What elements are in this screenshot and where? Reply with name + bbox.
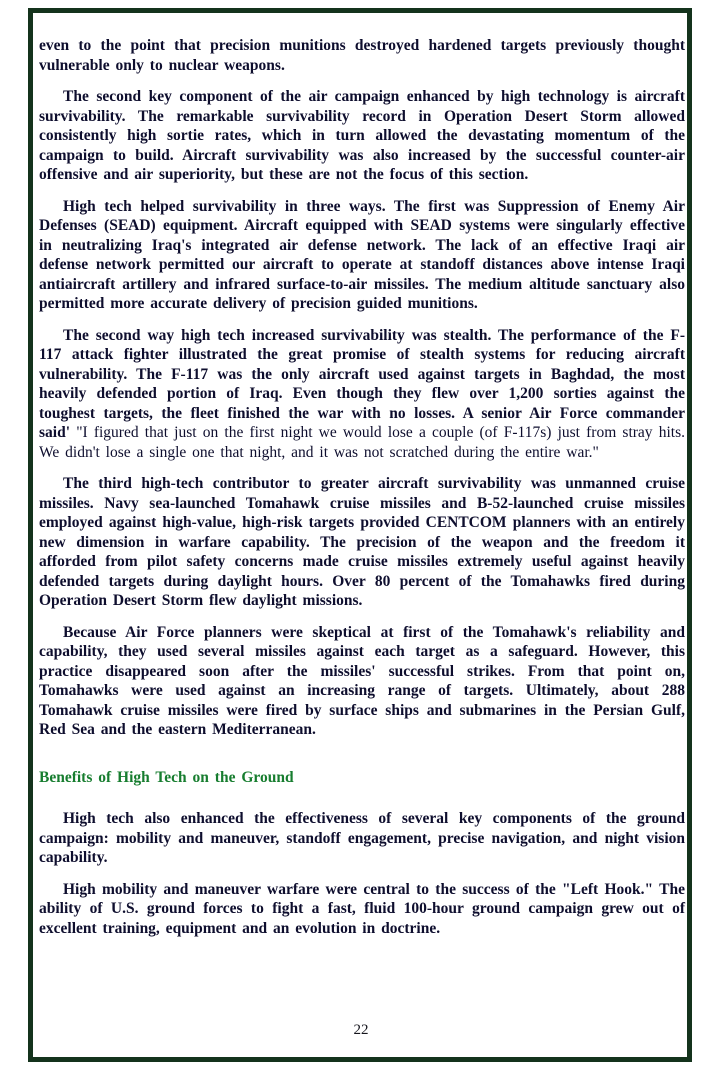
section-heading: Benefits of High Tech on the Ground <box>39 768 294 786</box>
body-paragraph: High tech helped survivability in three ways. The first was Suppression of Enemy Air Defenses (SEAD) equipment. Aircraft equipped with SEAD systems were singularly effective in neutralizing Iraq's integrated air defense network. The lack of an effective Iraqi air defense network permitted our aircraft to operate at standoff distances above intense Iraqi antiaircraft artillery and infrared surface-to-air missiles. The medium altitude sanctuary also permitted more accurate delivery of precision guided munitions. <box>39 197 685 312</box>
body-paragraph <box>39 326 685 463</box>
body-paragraph: High mobility and maneuver warfare were central to the success of the "Left Hook." The ability of U.S. ground forces to fight a fast, fluid 100-hour ground campaign grew out of excellent training, equipment and an evolution in doctrine. <box>39 880 685 937</box>
body-paragraph: Because Air Force planners were skeptical at first of the Tomahawk's reliability and capability, they used several missiles against each target as a safeguard. However, this practice disappeared soon after the missiles' successful strikes. From that point on, Tomahawks were used against an increasing range of targets. Ultimately, about 288 Tomahawk cruise missiles were fired by surface ships and submarines in the Persian Gulf, Red Sea and the eastern Mediterranean. <box>39 623 685 738</box>
body-paragraph: High tech also enhanced the effectiveness of several key components of the ground campaign: mobility and maneuver, standoff engagement, precise navigation, and night vision capability. <box>39 810 685 866</box>
body-paragraph: The second key component of the air campaign enhanced by high technology is aircraft survivability. The remarkable survivability record in Operation Desert Storm allowed consistently high sortie rates, which in turn allowed the devastating momentum of the campaign to build. Aircraft survivability was also increased by the successful counter-air offensive and air superiority, but these are not the focus of this section. <box>39 88 685 183</box>
body-paragraph: even to the point that precision munitions destroyed hardened targets previously thought vulnerable only to nuclear weapons. <box>39 37 685 74</box>
commander-quote-text: "I figured that just on the first night we would lose a couple (of F-117s) just from stray hits. We didn't lose a single one that night, and it was not scratched during the entire war." <box>39 424 685 461</box>
page-content <box>39 36 685 950</box>
body-paragraph: The third high-tech contributor to greater aircraft survivability was unmanned cruise missiles. Navy sea-launched Tomahawk cruise missiles and B-52-launched cruise missiles employed against high-value, high-risk targets provided CENTCOM planners with an entirely new dimension in warfare capability. The precision of the weapon and the freedom it afforded from pilot safety concerns made cruise missiles extremely useful against heavily defended targets during daylight hours. Over 80 percent of the Tomahawks fired during Operation Desert Storm flew daylight missions. <box>39 475 685 609</box>
paragraph-bold-text: The second way high tech increased survivability was stealth. The performance of the F-117 attack fighter illustrated the great promise of stealth systems for reducing aircraft vulnerability. The F-117 was the only aircraft used against targets in Baghdad, the most heavily defended portion of Iraq. Even though they flew over 1,200 sorties against the toughest targets, the fleet finished the war with no losses. A senior Air Force commander said' <box>39 326 685 441</box>
page-number: 22 <box>353 1022 369 1038</box>
